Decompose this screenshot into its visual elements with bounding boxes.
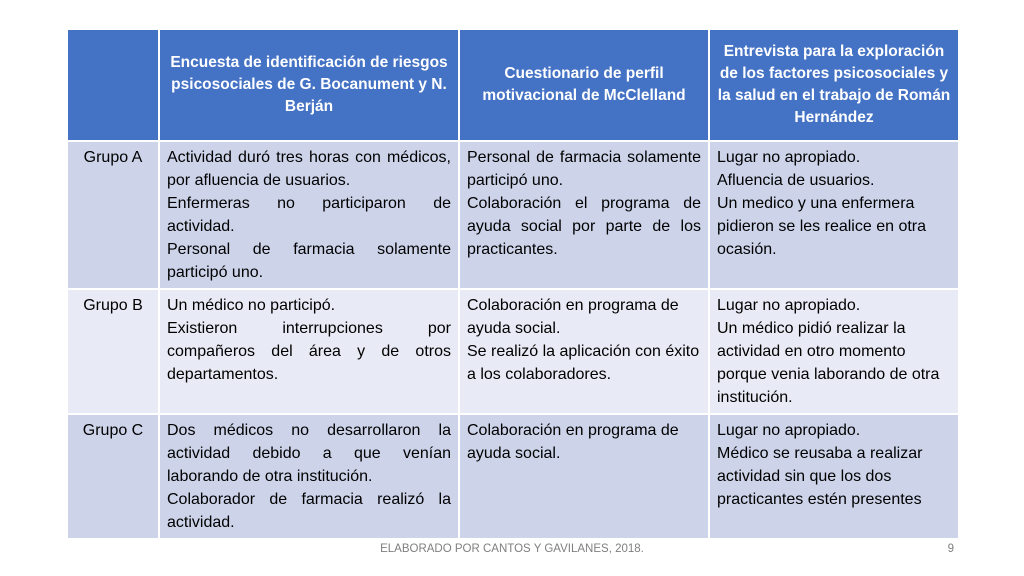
cell-line: Existieron interrupciones por compañeros del área y de otros departamentos.: [167, 320, 451, 383]
cell-entrevista: [709, 141, 959, 289]
page-number: 9: [947, 543, 954, 555]
row-label-grupo-a: Grupo A: [67, 141, 159, 289]
cell-line: Lugar no apropiado.: [717, 422, 861, 439]
cell-line: Se realizó la aplicación con éxito a los colaboradores.: [467, 343, 700, 383]
cell-line: Un médico no participó.: [167, 297, 336, 314]
table-row: [67, 289, 959, 414]
header-corner-cell: [67, 29, 159, 141]
cell-line: Colaboración en programa de ayuda social.: [467, 422, 679, 462]
slide-footer: ELABORADO POR CANTOS Y GAVILANES, 2018.: [380, 543, 644, 555]
cell-encuesta: [159, 289, 459, 414]
cell-line: Médico se reusaba a realizar actividad sin que los dos practicantes estén presentes: [717, 445, 923, 508]
cell-entrevista: [709, 414, 959, 539]
table-row: [67, 414, 959, 539]
cell-line: Personal de farmacia solamente participó uno.: [467, 149, 701, 189]
cell-cuestionario: [459, 289, 709, 414]
header-encuesta: Encuesta de identificación de riesgos psicosociales de G. Bocanument y N. Berján: [159, 29, 459, 141]
cell-cuestionario: [459, 414, 709, 539]
cell-line: Personal de farmacia solamente participó uno.: [167, 241, 451, 281]
cell-entrevista: [709, 289, 959, 414]
cell-line: Enfermeras no participaron de actividad.: [167, 195, 451, 235]
comparison-table: [66, 28, 960, 540]
cell-encuesta: [159, 414, 459, 539]
cell-line: Lugar no apropiado.: [717, 297, 861, 314]
cell-line: Colaborador de farmacia realizó la actividad.: [167, 491, 451, 531]
header-entrevista: Entrevista para la exploración de los factores psicosociales y la salud en el trabajo de Román Hernández: [709, 29, 959, 141]
row-label-grupo-c: Grupo C: [67, 414, 159, 539]
cell-line: Lugar no apropiado.: [717, 149, 861, 166]
cell-line: Dos médicos no desarrollaron la actividad debido a que venían laborando de otra institución.: [167, 422, 451, 485]
cell-line: Un médico pidió realizar la actividad en otro momento porque venia laborando de otra institución.: [717, 320, 940, 406]
cell-line: Colaboración el programa de ayuda social por parte de los practicantes.: [467, 195, 701, 258]
table-header-row: [67, 29, 959, 141]
cell-line: Actividad duró tres horas con médicos, por afluencia de usuarios.: [167, 149, 451, 189]
table-row: [67, 141, 959, 289]
row-label-grupo-b: Grupo B: [67, 289, 159, 414]
cell-encuesta: [159, 141, 459, 289]
cell-line: Afluencia de usuarios.: [717, 172, 875, 189]
cell-cuestionario: [459, 141, 709, 289]
cell-line: Colaboración en programa de ayuda social.: [467, 297, 679, 337]
header-cuestionario: Cuestionario de perfil motivacional de McClelland: [459, 29, 709, 141]
cell-line: Un medico y una enfermera pidieron se les realice en otra ocasión.: [717, 195, 927, 258]
